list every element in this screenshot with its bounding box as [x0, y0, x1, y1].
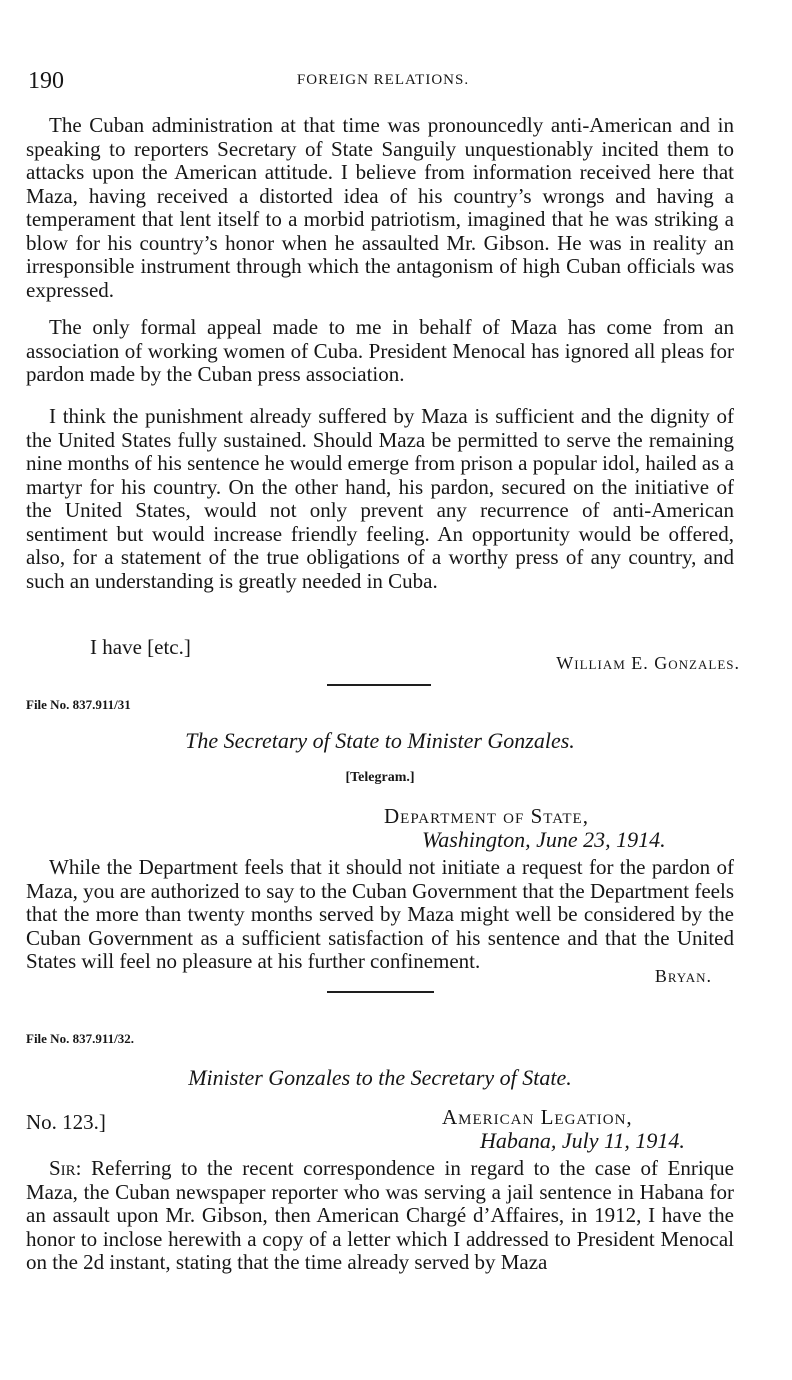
dateline-date: Washington, June 23, 1914. — [422, 827, 666, 852]
dateline-date-2: Habana, July 11, 1914. — [480, 1128, 685, 1153]
section-divider — [327, 684, 431, 686]
file-number-2: File No. 837.911/32. — [26, 1031, 134, 1046]
running-head: FOREIGN RELATIONS. — [296, 72, 470, 88]
despatch-body-text: Referring to the recent correspondence in regard to the case of Enrique Maza, the Cuban newspaper reporter who was serving a jail sentence in Habana for an assault upon Mr. Gibson, then American Chargé d’Affaires, in 1912, I have the honor to inclose herewith a copy of a letter which I addressed to President Menocal on the 2d instant, stating that the time already served by Maza — [26, 1156, 734, 1274]
page-header — [28, 68, 738, 94]
dateline-place-2: American Legation, — [442, 1105, 633, 1129]
despatch-body — [26, 1157, 734, 1275]
closing-line: I have [etc.] — [90, 635, 191, 659]
dateline-place: Department of State, — [384, 804, 589, 828]
salutation: Sir: — [49, 1156, 82, 1180]
dateline-2 — [442, 1105, 685, 1153]
paragraph-formal-appeal: The only formal appeal made to me in behalf of Maza has come from an association of working women of Cuba. President Menocal has ignored all pleas for pardon made by the Cuban press association. — [26, 315, 734, 386]
page-number: 190 — [28, 68, 64, 94]
telegram-label: [Telegram.] — [345, 770, 415, 785]
dateline — [384, 804, 666, 852]
document-heading-2: Minister Gonzales to the Secretary of State. — [188, 1065, 572, 1090]
signature-gonzales: William E. Gonzales. — [556, 653, 740, 673]
file-number: File No. 837.911/31 — [26, 697, 131, 712]
paragraph-punishment: I think the punishment already suffered by Maza is sufficient and the dignity of the United States fully sustained. Should Maza be permitted to serve the remaining nine months of his sentence he would emerge from prison a popular idol, hailed as a martyr for his country. On the other hand, his pardon, secured on the initiative of the United States, would not only prevent any recurrence of anti-American sentiment but would increase friendly feeling. An opportunity would be offered, also, for a statement of the true obligations of a worthy press of any country, and such an understanding is greatly needed in Cuba. — [26, 404, 734, 593]
telegram-body: While the Department feels that it should not initiate a request for the pardon of Maza, you are authorized to say to the Cuban Government that the Department feels that the more than twenty months served by Maza might well be considered by the Cuban Government as a sufficient satisfaction of his sentence and that the United States will feel no pleasure at his further confinement. — [26, 855, 734, 973]
signature-bryan: Bryan. — [654, 966, 712, 986]
document-heading: The Secretary of State to Minister Gonzales. — [185, 728, 575, 753]
despatch-number: No. 123.] — [26, 1110, 106, 1134]
section-divider-2 — [327, 991, 434, 993]
paragraph-administration: The Cuban administration at that time was pronouncedly anti-American and in speaking to reporters Secretary of State Sanguily unquestionably incited them to attacks upon the American attitude. I believe from information received here that Maza, having received a distorted idea of his country’s wrongs and having a temperament that lent itself to a morbid patriotism, imagined that he was striking a blow for his country’s honor when he assaulted Mr. Gibson. He was in reality an irresponsible instrument through which the antagonism of high Cuban officials was expressed. — [26, 113, 734, 302]
